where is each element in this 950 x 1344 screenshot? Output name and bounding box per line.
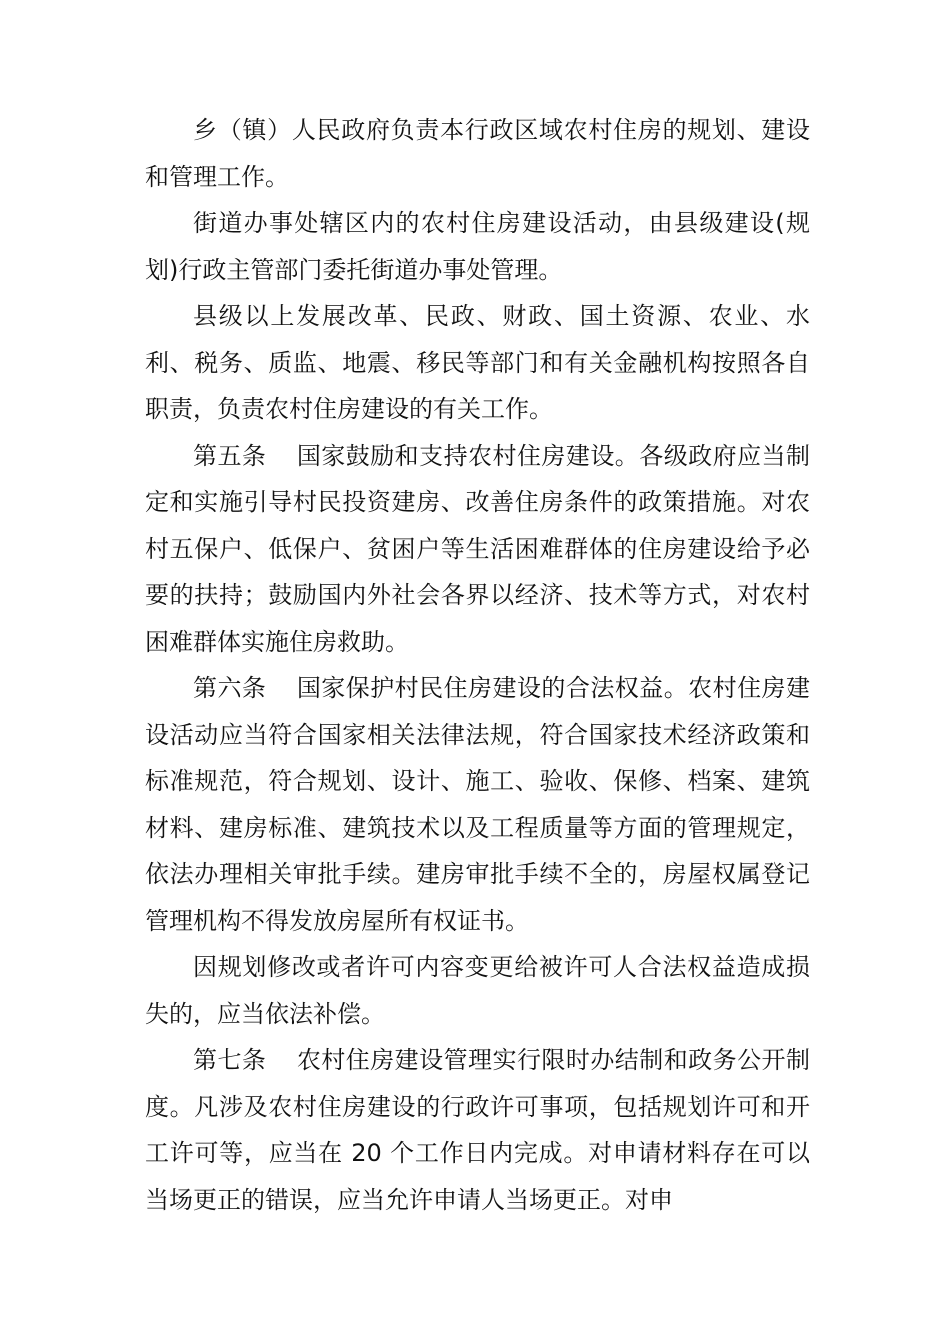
paragraph-subdistrict-office [145, 200, 810, 293]
article-7 [145, 1037, 810, 1223]
paragraph-text: 县级以上发展改革、民政、财政、国土资源、农业、水利、税务、质监、地震、移民等部门和有关金融机构按照各自职责，负责农村住房建设的有关工作。 [145, 302, 810, 423]
article-6 [145, 665, 810, 944]
article-heading: 第六条 [193, 674, 267, 702]
paragraph-text: 乡（镇）人民政府负责本行政区域农村住房的规划、建设和管理工作。 [145, 116, 810, 191]
paragraph-text: 街道办事处辖区内的农村住房建设活动，由县级建设(规划)行政主管部门委托街道办事处管理。 [145, 209, 810, 284]
paragraph-township-duties [145, 107, 810, 200]
article-text: 农村住房建设管理实行限时办结制和政务公开制度。凡涉及农村住房建设的行政许可事项，包括规划许可和开工许可等，应当在 20 个工作日内完成。对申请材料存在可以当场更正的错误，应当允许申请人当场更正。对申 [145, 1046, 810, 1214]
article-heading: 第五条 [193, 441, 267, 470]
paragraph-compensation [145, 944, 810, 1037]
paragraph-text: 因规划修改或者许可内容变更给被许可人合法权益造成损失的，应当依法补偿。 [145, 953, 810, 1028]
article-heading: 第七条 [193, 1046, 267, 1074]
article-5 [145, 433, 810, 666]
article-text: 国家保护村民住房建设的合法权益。农村住房建设活动应当符合国家相关法律法规，符合国家技术经济政策和标准规范，符合规划、设计、施工、验收、保修、档案、建筑材料、建房标准、建筑技术以及工程质量等方面的管理规定，依法办理相关审批手续。建房审批手续不全的，房屋权属登记管理机构不得发放房屋所有权证书。 [145, 674, 810, 935]
document-body [145, 107, 810, 1223]
article-text: 国家鼓励和支持农村住房建设。各级政府应当制定和实施引导村民投资建房、改善住房条件的政策措施。对农村五保户、低保户、贫困户等生活困难群体的住房建设给予必要的扶持；鼓励国内外社会各界以经济、技术等方式，对农村困难群体实施住房救助。 [145, 441, 810, 656]
paragraph-county-departments [145, 293, 810, 433]
